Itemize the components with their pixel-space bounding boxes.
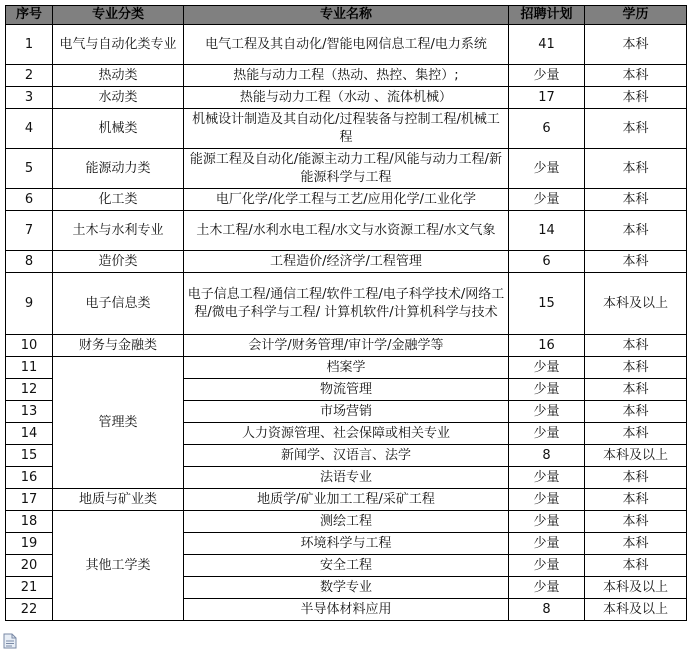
cell-no: 17 xyxy=(6,489,53,511)
cell-plan: 少量 xyxy=(509,577,585,599)
cell-education: 本科及以上 xyxy=(585,273,687,335)
table-row xyxy=(6,65,687,87)
cell-no: 21 xyxy=(6,577,53,599)
cell-education: 本科 xyxy=(585,109,687,149)
cell-major: 物流管理 xyxy=(184,379,509,401)
cell-major: 能源工程及自动化/能源主动力工程/风能与动力工程/新能源科学与工程 xyxy=(184,149,509,189)
cell-major: 半导体材料应用 xyxy=(184,599,509,621)
recruitment-table xyxy=(5,5,687,621)
cell-no: 8 xyxy=(6,251,53,273)
document-icon xyxy=(3,633,17,649)
cell-no: 1 xyxy=(6,25,53,65)
cell-plan: 少量 xyxy=(509,65,585,87)
cell-major: 新闻学、汉语言、法学 xyxy=(184,445,509,467)
cell-plan: 少量 xyxy=(509,401,585,423)
cell-education: 本科 xyxy=(585,335,687,357)
cell-education: 本科及以上 xyxy=(585,577,687,599)
cell-no: 4 xyxy=(6,109,53,149)
cell-no: 13 xyxy=(6,401,53,423)
cell-plan: 少量 xyxy=(509,423,585,445)
cell-major: 电厂化学/化学工程与工艺/应用化学/工业化学 xyxy=(184,189,509,211)
cell-education: 本科 xyxy=(585,251,687,273)
cell-category: 机械类 xyxy=(53,109,184,149)
header-education: 学历 xyxy=(585,6,687,25)
cell-education: 本科 xyxy=(585,511,687,533)
cell-major: 电气工程及其自动化/智能电网信息工程/电力系统 xyxy=(184,25,509,65)
cell-major: 安全工程 xyxy=(184,555,509,577)
cell-no: 7 xyxy=(6,211,53,251)
cell-education: 本科 xyxy=(585,379,687,401)
cell-education: 本科及以上 xyxy=(585,445,687,467)
table-row xyxy=(6,25,687,65)
table-row xyxy=(6,511,687,533)
cell-no: 14 xyxy=(6,423,53,445)
table-row xyxy=(6,335,687,357)
cell-major: 数学专业 xyxy=(184,577,509,599)
cell-plan: 少量 xyxy=(509,467,585,489)
table-row xyxy=(6,87,687,109)
header-major: 专业名称 xyxy=(184,6,509,25)
cell-no: 9 xyxy=(6,273,53,335)
cell-plan: 少量 xyxy=(509,555,585,577)
cell-no: 11 xyxy=(6,357,53,379)
table-row xyxy=(6,149,687,189)
cell-no: 18 xyxy=(6,511,53,533)
cell-education: 本科 xyxy=(585,357,687,379)
cell-category: 电气与自动化类专业 xyxy=(53,25,184,65)
cell-plan: 8 xyxy=(509,445,585,467)
cell-major: 土木工程/水利水电工程/水文与水资源工程/水文气象 xyxy=(184,211,509,251)
cell-major: 测绘工程 xyxy=(184,511,509,533)
cell-no: 10 xyxy=(6,335,53,357)
cell-major: 热能与动力工程（水动 、流体机械） xyxy=(184,87,509,109)
cell-major: 市场营销 xyxy=(184,401,509,423)
cell-plan: 少量 xyxy=(509,533,585,555)
cell-plan: 6 xyxy=(509,109,585,149)
cell-education: 本科 xyxy=(585,467,687,489)
cell-no: 16 xyxy=(6,467,53,489)
cell-no: 5 xyxy=(6,149,53,189)
table-row xyxy=(6,273,687,335)
cell-no: 22 xyxy=(6,599,53,621)
cell-plan: 少量 xyxy=(509,149,585,189)
cell-no: 15 xyxy=(6,445,53,467)
cell-plan: 14 xyxy=(509,211,585,251)
cell-plan: 41 xyxy=(509,25,585,65)
cell-education: 本科 xyxy=(585,211,687,251)
cell-plan: 少量 xyxy=(509,511,585,533)
cell-education: 本科 xyxy=(585,489,687,511)
cell-no: 2 xyxy=(6,65,53,87)
cell-education: 本科 xyxy=(585,533,687,555)
cell-category: 能源动力类 xyxy=(53,149,184,189)
cell-education: 本科及以上 xyxy=(585,599,687,621)
cell-plan: 6 xyxy=(509,251,585,273)
header-plan: 招聘计划 xyxy=(509,6,585,25)
table-header-row xyxy=(6,6,687,25)
cell-education: 本科 xyxy=(585,423,687,445)
cell-education: 本科 xyxy=(585,401,687,423)
cell-education: 本科 xyxy=(585,555,687,577)
cell-major: 环境科学与工程 xyxy=(184,533,509,555)
cell-category: 电子信息类 xyxy=(53,273,184,335)
table-row xyxy=(6,357,687,379)
cell-major: 法语专业 xyxy=(184,467,509,489)
cell-category-management: 管理类 xyxy=(53,357,184,489)
header-no: 序号 xyxy=(6,6,53,25)
cell-no: 20 xyxy=(6,555,53,577)
cell-plan: 少量 xyxy=(509,379,585,401)
cell-plan: 16 xyxy=(509,335,585,357)
cell-major: 会计学/财务管理/审计学/金融学等 xyxy=(184,335,509,357)
cell-no: 3 xyxy=(6,87,53,109)
cell-category: 热动类 xyxy=(53,65,184,87)
cell-category: 财务与金融类 xyxy=(53,335,184,357)
cell-category: 水动类 xyxy=(53,87,184,109)
cell-no: 6 xyxy=(6,189,53,211)
header-category: 专业分类 xyxy=(53,6,184,25)
cell-major: 电子信息工程/通信工程/软件工程/电子科学技术/网络工程/微电子科学与工程/ 计算机软件/计算机科学与技术 xyxy=(184,273,509,335)
cell-category: 地质与矿业类 xyxy=(53,489,184,511)
table-row xyxy=(6,489,687,511)
cell-no: 12 xyxy=(6,379,53,401)
cell-category: 造价类 xyxy=(53,251,184,273)
cell-major: 热能与动力工程（热动、热控、集控）; xyxy=(184,65,509,87)
cell-education: 本科 xyxy=(585,149,687,189)
cell-major: 工程造价/经济学/工程管理 xyxy=(184,251,509,273)
cell-plan: 少量 xyxy=(509,357,585,379)
table-row xyxy=(6,211,687,251)
cell-education: 本科 xyxy=(585,65,687,87)
cell-plan: 少量 xyxy=(509,189,585,211)
cell-category: 土木与水利专业 xyxy=(53,211,184,251)
cell-education: 本科 xyxy=(585,25,687,65)
table-row xyxy=(6,109,687,149)
cell-major: 机械设计制造及其自动化/过程装备与控制工程/机械工程 xyxy=(184,109,509,149)
cell-plan: 少量 xyxy=(509,489,585,511)
cell-plan: 15 xyxy=(509,273,585,335)
cell-category: 化工类 xyxy=(53,189,184,211)
table-row xyxy=(6,251,687,273)
cell-education: 本科 xyxy=(585,87,687,109)
cell-major: 人力资源管理、社会保障或相关专业 xyxy=(184,423,509,445)
cell-plan: 8 xyxy=(509,599,585,621)
cell-no: 19 xyxy=(6,533,53,555)
table-row xyxy=(6,189,687,211)
cell-category-other: 其他工学类 xyxy=(53,511,184,621)
cell-education: 本科 xyxy=(585,189,687,211)
cell-plan: 17 xyxy=(509,87,585,109)
cell-major: 档案学 xyxy=(184,357,509,379)
cell-major: 地质学/矿业加工工程/采矿工程 xyxy=(184,489,509,511)
